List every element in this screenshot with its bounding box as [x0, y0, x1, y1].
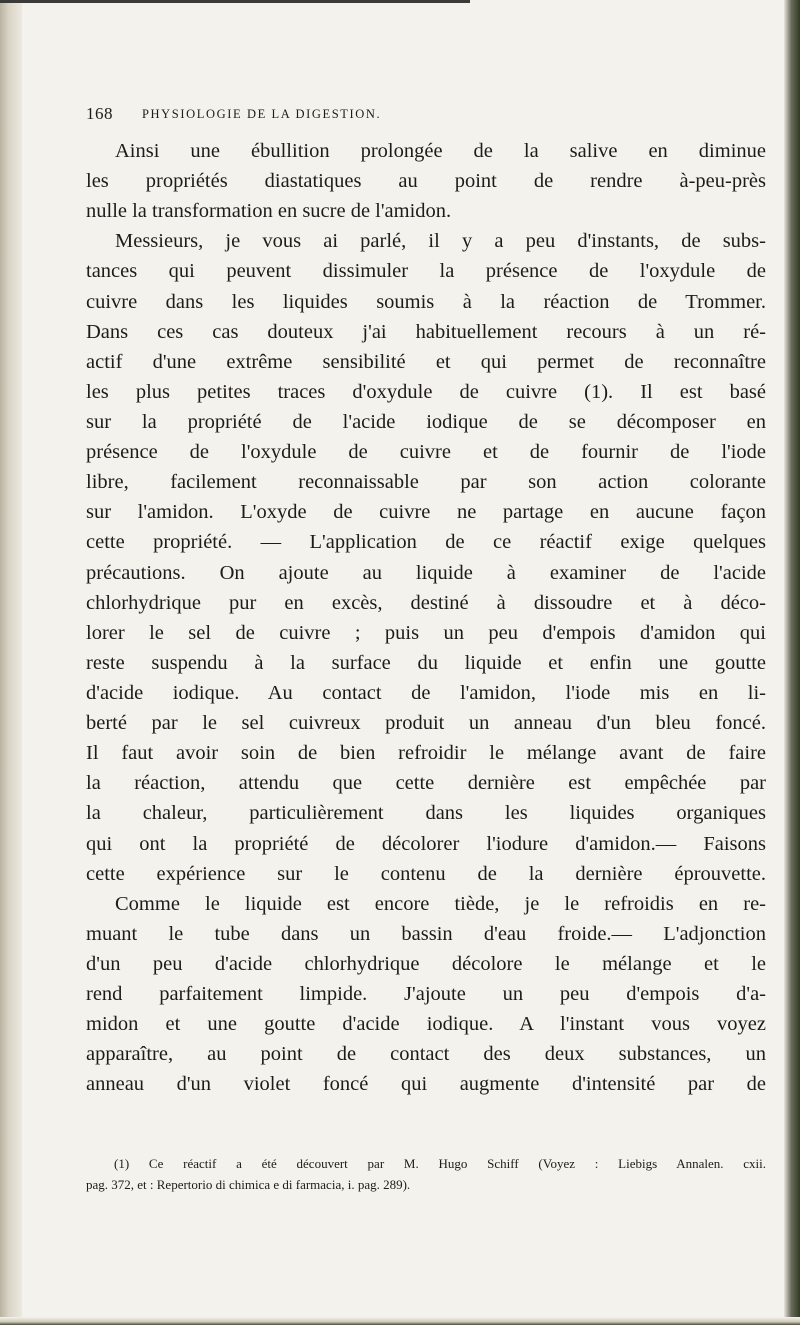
running-head: PHYSIOLOGIE DE LA DIGESTION.: [142, 107, 382, 121]
text-line: reste suspendu à la surface du liquide et enfin une goutte: [86, 651, 766, 674]
text-line: d'acide iodique. Au contact de l'amidon, l'iode mis en li-: [86, 681, 766, 704]
page-bottom-edge: [0, 1317, 800, 1325]
footnotes: [86, 1153, 766, 1195]
footnote-line: (1) Ce réactif a été découvert par M. Hugo Schiff (Voyez : Liebigs Annalen. cxii.: [114, 1156, 766, 1171]
text-line: précautions. On ajoute au liquide à examiner de l'acide: [86, 561, 766, 584]
text-line: Comme le liquide est encore tiède, je le refroidis en re-: [115, 892, 766, 915]
text-line: rend parfaitement limpide. J'ajoute un peu d'empois d'a-: [86, 983, 766, 1006]
text-line: midon et une goutte d'acide iodique. A l'instant vous voyez: [86, 1013, 766, 1036]
footnote-line: pag. 372, et : Repertorio di chimica e di farmacia, i. pag. 289).: [86, 1177, 411, 1192]
body-text: [86, 136, 766, 1100]
text-line: chlorhydrique pur en excès, destiné à dissoudre et à déco-: [86, 591, 766, 614]
page-number: 168: [86, 104, 113, 123]
text-line: tances qui peuvent dissimuler la présence de l'oxydule de: [86, 260, 766, 283]
text-line: les propriétés diastatiques au point de rendre à-peu-près: [86, 170, 766, 193]
text-line: apparaître, au point de contact des deux substances, un: [86, 1043, 766, 1066]
text-line: Messieurs, je vous ai parlé, il y a peu d'instants, de subs-: [115, 230, 766, 253]
text-line: actif d'une extrême sensibilité et qui permet de reconnaître: [86, 350, 766, 373]
page-header: [86, 104, 766, 128]
text-line: nulle la transformation en sucre de l'amidon.: [86, 200, 452, 223]
page-right-edge: [784, 0, 800, 1325]
text-line: présence de l'oxydule de cuivre et de fournir de l'iode: [86, 441, 766, 464]
text-line: lorer le sel de cuivre ; puis un peu d'empois d'amidon qui: [86, 621, 766, 644]
text-line: Il faut avoir soin de bien refroidir le mélange avant de faire: [86, 742, 766, 765]
text-line: berté par le sel cuivreux produit un anneau d'un bleu foncé.: [86, 712, 766, 735]
text-line: la réaction, attendu que cette dernière est empêchée par: [86, 772, 766, 795]
text-line: cette propriété. — L'application de ce réactif exige quelques: [86, 531, 766, 554]
text-line: d'un peu d'acide chlorhydrique décolore le mélange et le: [86, 952, 766, 975]
text-line: la chaleur, particulièrement dans les liquides organiques: [86, 802, 766, 825]
top-edge-rule: [0, 0, 470, 3]
text-line: les plus petites traces d'oxydule de cuivre (1). Il est basé: [86, 380, 766, 403]
text-line: libre, facilement reconnaissable par son action colorante: [86, 471, 766, 494]
text-line: anneau d'un violet foncé qui augmente d'intensité par de: [86, 1073, 766, 1096]
text-line: sur la propriété de l'acide iodique de se décomposer en: [86, 410, 766, 433]
text-line: Dans ces cas douteux j'ai habituellement recours à un ré-: [86, 320, 766, 343]
page-gutter: [0, 0, 22, 1325]
text-line: cette expérience sur le contenu de la dernière éprouvette.: [86, 862, 766, 885]
text-line: Ainsi une ébullition prolongée de la salive en diminue: [115, 140, 766, 162]
text-line: sur l'amidon. L'oxyde de cuivre ne partage en aucune façon: [86, 501, 766, 524]
text-line: cuivre dans les liquides soumis à la réaction de Trommer.: [86, 290, 766, 313]
text-line: qui ont la propriété de décolorer l'iodure d'amidon.— Faisons: [86, 832, 766, 855]
text-line: muant le tube dans un bassin d'eau froide.— L'adjonction: [86, 922, 766, 945]
